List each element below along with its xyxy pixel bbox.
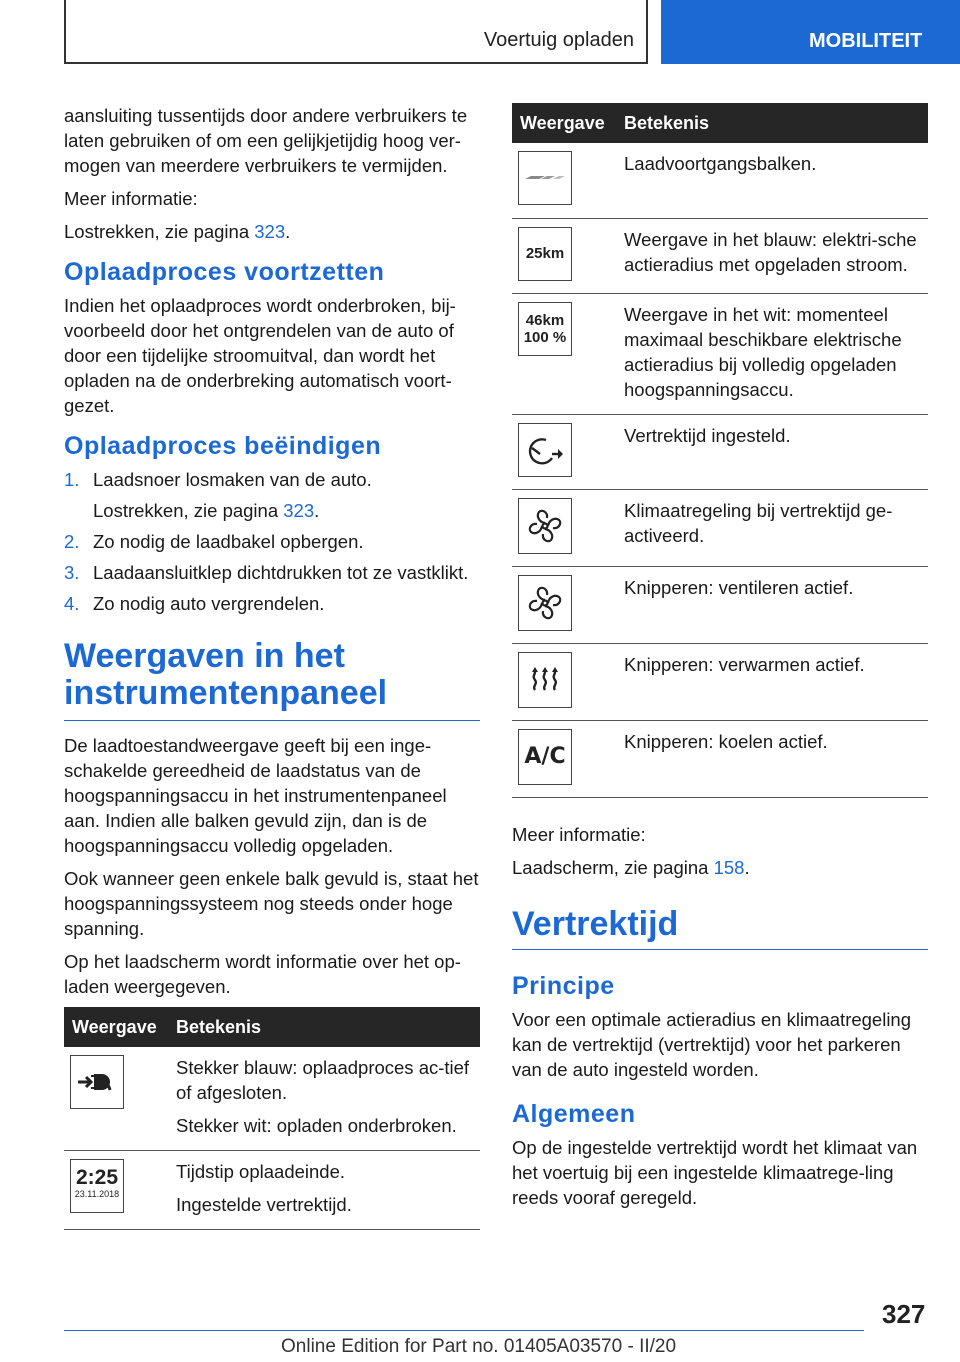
display-paragraph-2: Ook wanneer geen enkele balk gevuld is, staat het hoogspanningssysteem nog steeds onder hoge spanning. [64,868,479,939]
steps-list [64,467,480,616]
heading-general: Algemeen [512,1099,636,1128]
table-row [512,218,928,293]
list-item: 2. Zo nodig de laadbakel opbergen. [64,531,364,552]
footer-divider [64,1330,864,1331]
page-link[interactable]: 323 [283,500,315,521]
reference-line: Laadscherm, zie pagina 158. [512,856,750,878]
page-number: 327 [882,1299,926,1329]
header-section-title: Voertuig opladen [483,29,634,51]
header-chapter-tab [661,0,960,64]
table-cell-text: Laadvoortgangsbalken. [624,153,817,174]
range-white-icon: 46km 100 % [518,302,572,356]
heading-instrument-display: Weergaven in het instrumentenpaneel [64,638,480,721]
table-row [512,293,928,414]
clock-date-icon: 2:25 23.11.2018 [70,1159,124,1213]
table-row [512,566,928,643]
header-chapter-title: MOBILITEIT [809,30,923,52]
table-cell-text: Stekker blauw: oplaadproces ac-tief of afgesloten. [176,1057,470,1103]
table-cell-text: Vertrektijd ingesteld. [624,424,791,446]
table-cell-text: Knipperen: koelen actief. [624,730,828,752]
page-link[interactable]: 323 [254,221,286,242]
table-cell-text: Weergave in het blauw: elektri-sche actieradius met opgeladen stroom. [624,228,917,275]
list-item: 3. Laadaansluitklep dichtdrukken tot ze vastklikt. [64,562,469,583]
table-cell-text: Ingestelde vertrektijd. [176,1194,352,1215]
plug-icon [70,1055,124,1109]
heading-continue-charging: Oplaadproces voortzetten [64,258,385,286]
display-paragraph-1: De laadtoestandweergave geeft bij een inge-schakelde gereedheid de laadstatus van de hoogspanningsaccu in het instrumentenpaneel aan. Indien alle balken gevuld zijn, dan is de hoogspanningsaccu volledig opgeladen. [64,735,447,856]
right-column [512,103,928,1218]
table-row [512,720,928,797]
table-row [512,643,928,720]
more-info-label: Meer informatie: [512,823,646,845]
reference-line: Lostrekken, zie pagina 323. [64,221,291,242]
table-row [64,1151,480,1230]
table-cell-text: Klimaatregeling bij vertrektijd ge-activeerd. [624,499,893,546]
column-header-betekenis: Betekenis [618,103,928,143]
intro-paragraph: aansluiting tussentijds door andere verbruikers te laten gebruiken of om een gelijkjetijdig hoog ver-mogen van meerdere verbruikers te vermijden. [64,105,468,176]
general-paragraph: Op de ingestelde vertrektijd wordt het klimaat van het voertuig bij een ingestelde klimaatrege-ling reeds vooraf geregeld. [512,1136,918,1208]
footer-edition: Online Edition for Part no. 01405A03570 - II/20 [281,1336,677,1357]
fan-icon [518,498,572,554]
page-link[interactable]: 158 [713,856,745,878]
heading-end-charging: Oplaadproces beëindigen [64,432,382,460]
range-blue-icon: 25km [518,227,572,281]
table-cell-text: Weergave in het wit: momenteel maximaal beschikbare elektrische actieradius bij volledig opgeladen hoogspanningsaccu. [624,303,902,400]
table-cell-text: Knipperen: ventileren actief. [624,576,854,598]
list-item: 1. Laadsnoer losmaken van de auto. Lostrekken, zie pagina 323. [64,467,480,523]
departure-time-icon [518,423,572,477]
table-row [64,1047,480,1151]
display-table-right [512,103,928,798]
display-paragraph-3: Op het laadscherm wordt informatie over het op-laden weergegeven. [64,951,461,997]
table-cell-text: Tijdstip oplaadeinde. [176,1161,346,1182]
continue-paragraph: Indien het oplaadproces wordt onderbroken, bij-voorbeeld door het ontgrendelen van de auto of door een tijdelijke stroomuitval, dan wordt het opladen na de onderbreking automatisch voort-gezet. [64,295,456,416]
table-row [512,489,928,566]
step-reference: Lostrekken, zie pagina 323. [93,500,320,521]
table-row [512,414,928,489]
column-header-betekenis: Betekenis [170,1007,480,1047]
table-row [512,143,928,218]
left-column [64,103,480,1230]
charge-bars-icon [518,151,572,205]
table-cell-text: Stekker wit: opladen onderbroken. [176,1115,457,1136]
table-cell-text: Knipperen: verwarmen actief. [624,653,865,675]
column-header-weergave: Weergave [512,103,618,143]
fan-icon [518,575,572,631]
ac-icon: A/C [518,729,572,785]
heading-principle: Principe [512,971,615,1000]
heading-departure-time: Vertrektijd [512,906,928,950]
display-table-left [64,1007,480,1230]
list-item: 4. Zo nodig auto vergrendelen. [64,593,325,614]
principle-paragraph: Voor een optimale actieradius en klimaatregeling kan de vertrektijd (vertrektijd) voor het parkeren van de auto ingesteld worden. [512,1008,912,1080]
heat-icon [518,652,572,708]
more-info-label: Meer informatie: [64,188,198,209]
column-header-weergave: Weergave [64,1007,170,1047]
header-section-box [64,0,648,64]
